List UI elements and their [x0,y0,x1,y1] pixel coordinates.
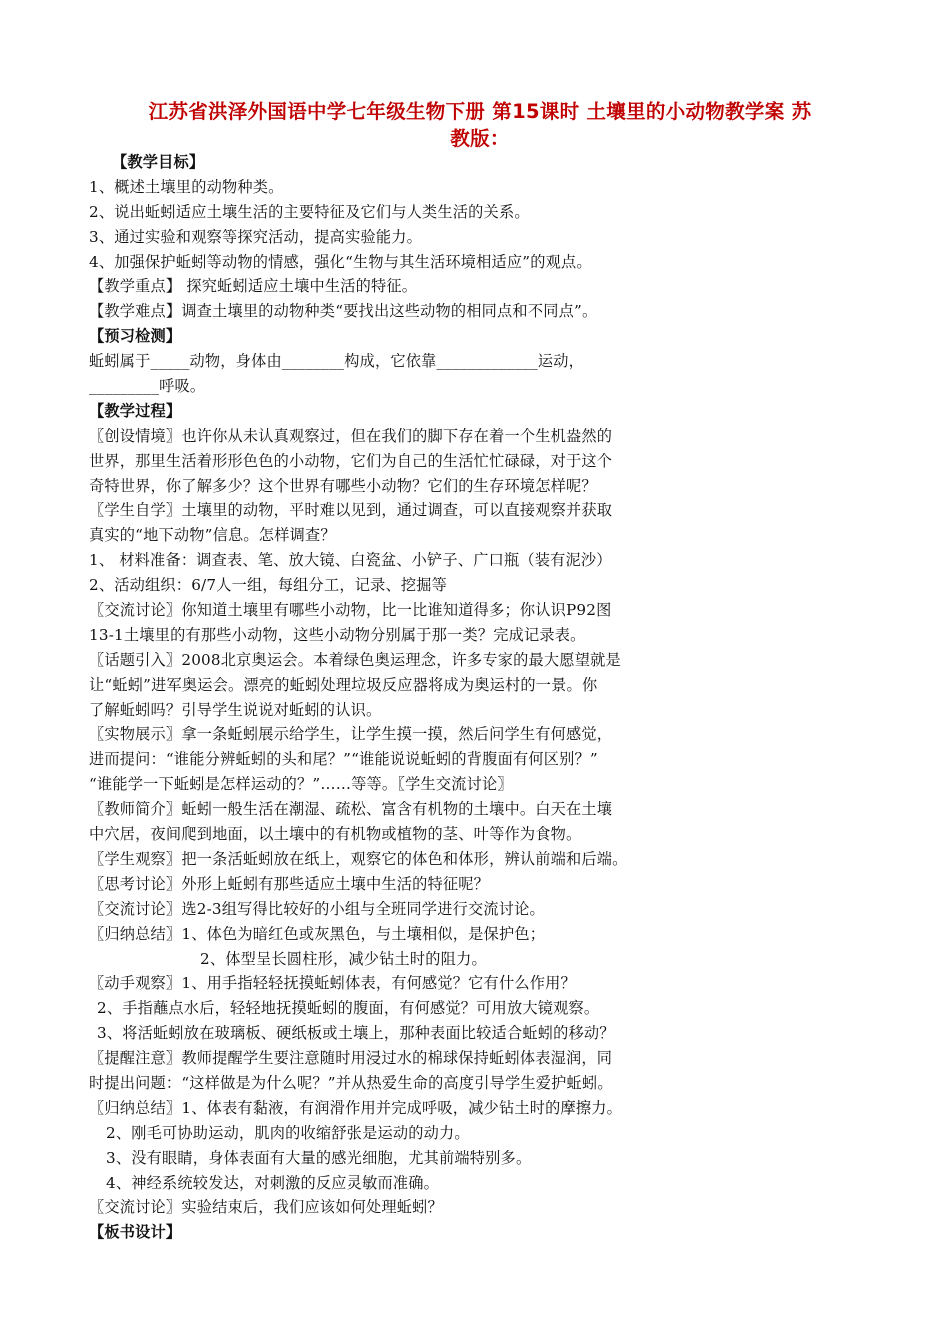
paragraph-line: 时提出问题：“这样做是为什么呢？”并从热爱生命的高度引导学生爱护蚯蚓。 [89,1073,613,1092]
objective-2: 2、说出蚯蚓适应土壤生活的主要特征及它们与人类生活的关系。 [89,202,530,221]
paragraph-line: 〖交流讨论〗选2-3组写得比较好的小组与全班同学进行交流讨论。 [89,899,545,918]
paragraph-line: 〖归纳总结〗1、体表有黏液，有润滑作用并完成呼吸，减少钻土时的摩擦力。 [89,1098,623,1117]
paragraph-line: 中穴居，夜间爬到地面，以土壤中的有机物或植物的茎、叶等作为食物。 [89,825,582,844]
paragraph-line: 〖思考讨论〗外形上蚯蚓有那些适应土壤中生活的特征呢？ [89,874,490,893]
title-line-1: 江苏省洪泽外国语中学七年级生物下册 第15课时 土壤里的小动物教学案 苏 [148,100,812,123]
paragraph-line: 3、将活蚯蚓放在玻璃板、硬纸板或土壤上，那种表面比较适合蚯蚓的移动？ [97,1024,615,1043]
paragraph-line: 〖提醒注意〗教师提醒学生要注意随时用浸过水的棉球保持蚯蚓体表湿润，同 [89,1049,613,1068]
paragraph-line: 〖话题引入〗2008北京奥运会。本着绿色奥运理念，许多专家的最大愿望就是 [89,650,621,669]
paragraph-line: 4、神经系统较发达，对刺激的反应灵敏而准确。 [106,1173,440,1192]
paragraph-line: 3、没有眼睛，身体表面有大量的感光细胞，尤其前端特别多。 [106,1148,532,1167]
paragraph-line: 〖创设情境〗也许你从未认真观察过，但在我们的脚下存在着一个生机盎然的 [89,426,613,445]
difficult-point: 【教学难点】调查土壤里的动物种类“要找出这些动物的相同点和不同点”。 [89,302,598,321]
section-heading-process: 【教学过程】 [89,401,182,420]
paragraph-line: 让“蚯蚓”进军奥运会。漂亮的蚯蚓处理垃圾反应器将成为奥运村的一景。你 [89,675,598,694]
paragraph-line: 1、 材料准备：调查表、笔、放大镜、白瓷盆、小铲子、广口瓶（装有泥沙） [89,551,612,570]
paragraph-line: 〖动手观察〗1、用手指轻轻抚摸蚯蚓体表，有何感觉？它有什么作用？ [89,974,576,993]
paragraph-line: 〖学生自学〗土壤里的动物，平时难以见到，通过调查，可以直接观察并获取 [89,501,613,520]
paragraph-line: 〖交流讨论〗你知道土壤里有哪些小动物，比一比谁知道得多；你认识P92图 [89,601,612,620]
paragraph-line: 〖交流讨论〗实验结束后，我们应该如何处理蚯蚓？ [89,1198,443,1217]
paragraph-line: “谁能学一下蚯蚓是怎样运动的？”……等等。〖学生交流讨论〗 [89,775,513,794]
section-heading-objectives: 【教学目标】 [112,153,205,171]
paragraph-line: 奇特世界，你了解多少？这个世界有哪些小动物？它们的生存环境怎样呢？ [89,476,597,495]
paragraph-line: 世界，那里生活着形形色色的小动物，它们为自己的生活忙忙碌碌，对于这个 [89,451,613,470]
key-point: 【教学重点】 探究蚯蚓适应土壤中生活的特征。 [89,277,418,296]
paragraph-line: 了解蚯蚓吗？引导学生说说对蚯蚓的认识。 [89,700,382,719]
paragraph-line: 2、活动组织：6/7人一组，每组分工，记录、挖掘等 [89,576,448,595]
section-heading-board: 【板书设计】 [89,1223,182,1242]
objective-4: 4、加强保护蚯蚓等动物的情感，强化“生物与其生活环境相适应”的观点。 [89,252,592,271]
lesson-body [89,150,879,1245]
objective-1: 1、概述土壤里的动物种类。 [89,177,284,196]
objective-3: 3、通过实验和观察等探究活动，提高实验能力。 [89,227,423,246]
document-title [90,98,870,152]
preview-question-line-2: _________呼吸。 [89,377,206,396]
preview-question-line-1: 蚯蚓属于_____动物，身体由________构成，它依靠_____________运动， [89,352,584,371]
paragraph-line: 进而提问：“谁能分辨蚯蚓的头和尾？”“谁能说说蚯蚓的背腹面有何区别？” [89,750,598,769]
paragraph-line: 2、刚毛可协助运动，肌肉的收缩舒张是运动的动力。 [106,1123,470,1142]
section-heading-preview: 【预习检测】 [89,327,182,346]
paragraph-line: 〖归纳总结〗1、体色为暗红色或灰黑色，与土壤相似，是保护色； [89,924,546,943]
paragraph-line: 真实的“地下动物”信息。怎样调查？ [89,526,336,545]
title-line-2: 教版： [450,127,510,150]
paragraph-line: 13-1土壤里的有那些小动物，这些小动物分别属于那一类？完成记录表。 [89,625,586,644]
paragraph-line: 〖实物展示〗拿一条蚯蚓展示给学生，让学生摸一摸，然后问学生有何感觉， [89,725,613,744]
paragraph-line: 2、体型呈长圆柱形，减少钻土时的阻力。 [200,949,487,968]
paragraph-line: 2、手指蘸点水后，轻轻地抚摸蚯蚓的腹面，有何感觉？可用放大镜观察。 [97,999,600,1018]
paragraph-line: 〖学生观察〗把一条活蚯蚓放在纸上，观察它的体色和体形，辨认前端和后端。 [89,849,628,868]
paragraph-line: 〖教师简介〗蚯蚓一般生活在潮湿、疏松、富含有机物的土壤中。白天在土壤 [89,800,613,819]
